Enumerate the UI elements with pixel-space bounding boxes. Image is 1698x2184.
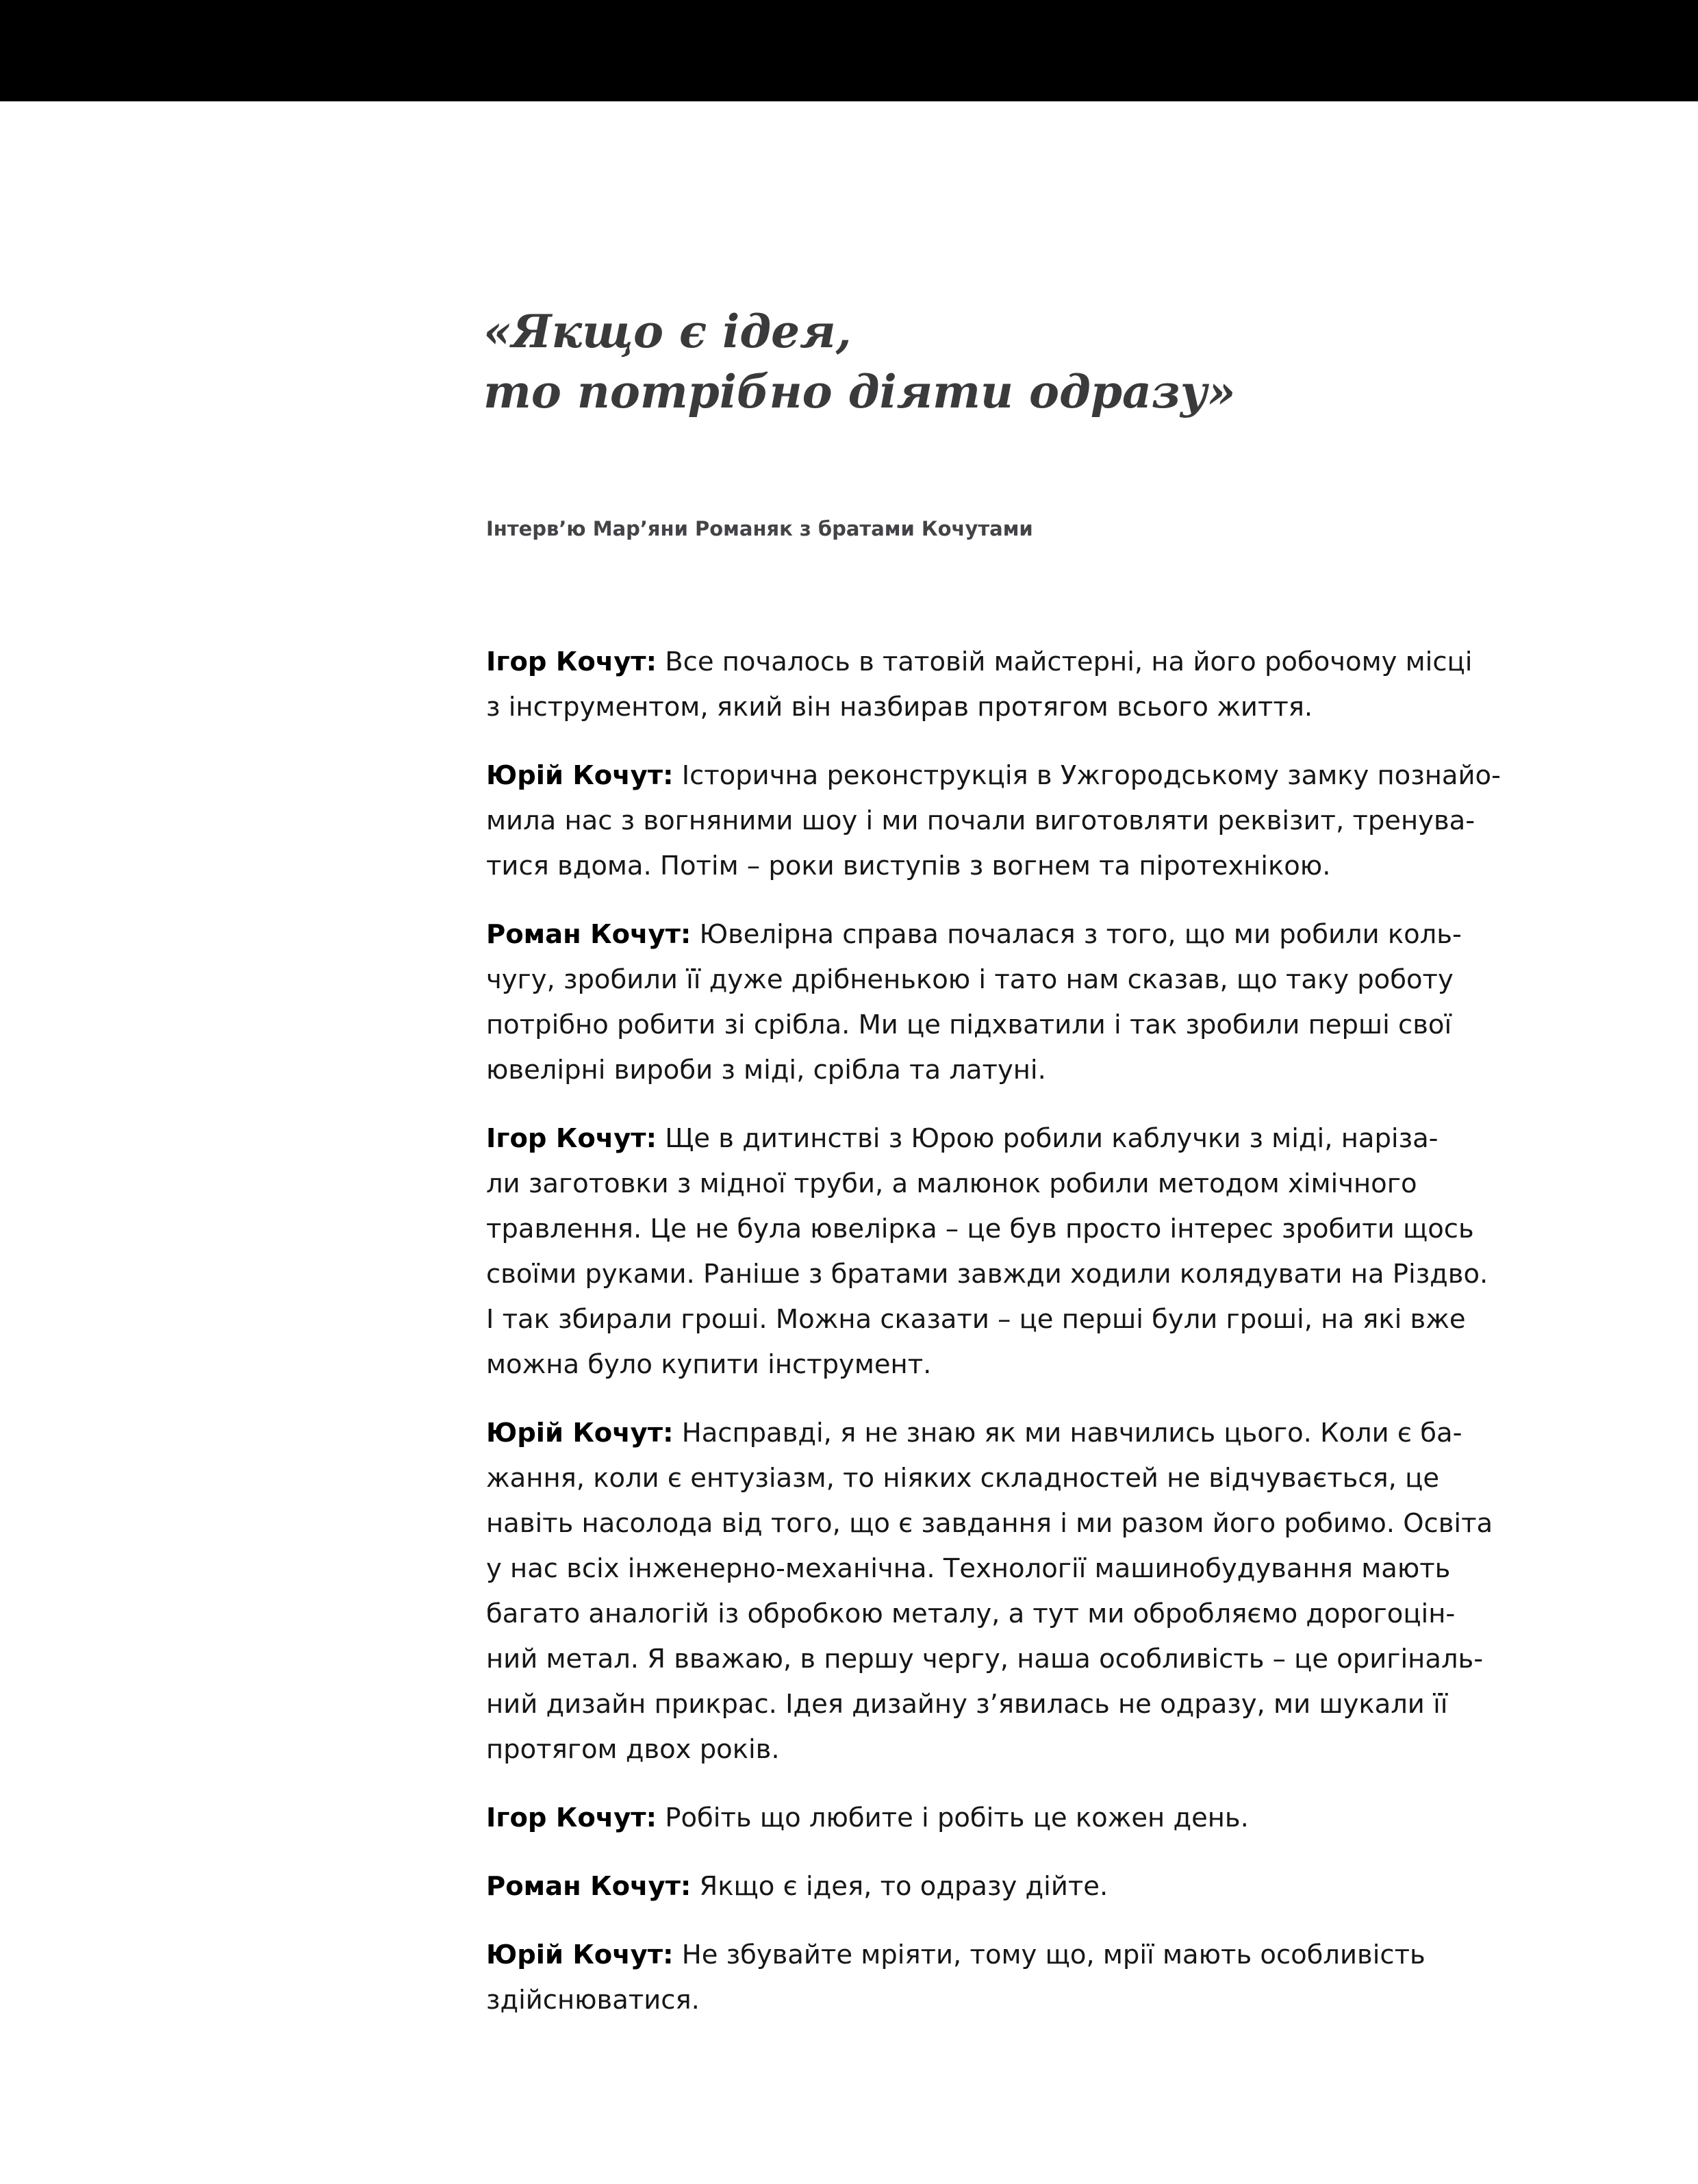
paragraph-line <box>486 1682 1493 1727</box>
paragraph-line <box>486 1116 1493 1162</box>
article-subtitle: Інтерв’ю Мар’яни Романяк з братами Кочутами <box>486 517 1033 540</box>
line-text: ювелірні вироби з міді, срібла та латуні. <box>486 1055 1046 1085</box>
paragraph-line <box>486 1933 1493 1978</box>
line-text: Ще в дитинстві з Юрою робили каблучки з міді, нарізa- <box>657 1123 1439 1154</box>
line-text: навіть насолода від того, що є завдання і ми разом його робимо. Освіта <box>486 1508 1493 1539</box>
line-text: ний метал. Я вважаю, в першу чергу, наша особливість – це оригіналь- <box>486 1644 1484 1674</box>
line-text: можна було купити інструмент. <box>486 1349 932 1380</box>
interview-paragraph <box>486 640 1493 730</box>
paragraph-line <box>486 1411 1493 1456</box>
interview-paragraph <box>486 1864 1493 1909</box>
interview-paragraph <box>486 1933 1493 2023</box>
line-text: чугу, зробили її дуже дрібненькою і тато нам сказав, що таку роботу <box>486 964 1454 995</box>
line-text: ний дизайн прикрас. Ідея дизайну з’явилась не одразу, ми шукали її <box>486 1689 1448 1720</box>
line-text: ли заготовки з мідної труби, а малюнок робили методом хімічного <box>486 1168 1417 1199</box>
speaker-name: Роман Кочут: <box>486 919 692 950</box>
speaker-name: Роман Кочут: <box>486 1871 692 1902</box>
line-text: багато аналогій із обробкою металу, а тут ми обробляємо дорогоцін- <box>486 1598 1456 1629</box>
paragraph-line <box>486 1048 1493 1093</box>
line-text: Насправді, я не знаю як ми навчились цього. Коли є ба- <box>673 1418 1462 1448</box>
interview-paragraph <box>486 1411 1493 1772</box>
paragraph-line <box>486 685 1493 730</box>
paragraph-line <box>486 1546 1493 1592</box>
article-title-line-1: «Якщо є ідея, <box>483 305 852 358</box>
line-text: мила нас з вогняними шоу і ми почали виготовляти реквізит, тренува- <box>486 805 1475 836</box>
speaker-name: Юрій Кочут: <box>486 760 674 791</box>
paragraph-line <box>486 1978 1493 2023</box>
line-text: Не збувайте мріяти, тому що, мрії мають особливість <box>673 1940 1425 1970</box>
line-text: Якщо є ідея, то одразу дійте. <box>691 1871 1108 1902</box>
line-text: Ювелірна справа почалася з того, що ми робили коль- <box>691 919 1462 950</box>
speaker-name: Ігор Кочут: <box>486 1123 657 1154</box>
line-text: у нас всіх інженерно-механічна. Технології машинобудування мають <box>486 1553 1451 1584</box>
paragraph-line <box>486 957 1493 1003</box>
paragraph-line <box>486 1864 1493 1909</box>
paragraph-line <box>486 1456 1493 1501</box>
paragraph-line <box>486 1592 1493 1637</box>
speaker-name: Ігор Кочут: <box>486 1803 657 1833</box>
interview-body <box>486 640 1501 2046</box>
paragraph-line <box>486 1252 1493 1297</box>
interview-paragraph <box>486 753 1501 889</box>
paragraph-line <box>486 640 1493 685</box>
line-text: своїми руками. Раніше з братами завжди ходили колядувати на Різдво. <box>486 1259 1488 1290</box>
line-text: протягом двох років. <box>486 1734 780 1765</box>
speaker-name: Юрій Кочут: <box>486 1418 674 1448</box>
speaker-name: Юрій Кочут: <box>486 1940 674 1970</box>
interview-paragraph <box>486 912 1493 1093</box>
line-text: з інструментом, який він назбирав протягом всього життя. <box>486 692 1313 723</box>
paragraph-line <box>486 1796 1493 1841</box>
line-text: Робіть що любите і робіть це кожен день. <box>657 1803 1249 1833</box>
line-text: Історична реконструкція в Ужгородському замку познайо- <box>673 760 1501 791</box>
line-text: тися вдома. Потім – роки виступів з вогнем та піротехнікою. <box>486 851 1331 881</box>
line-text: здійснюватися. <box>486 1985 700 2016</box>
article-title-line-2: то потрібно діяти одразу» <box>483 365 1236 418</box>
paragraph-line <box>486 1003 1493 1048</box>
paragraph-line <box>486 1342 1493 1388</box>
line-text: Все почалось в татовій майстерні, на його робочому місці <box>657 647 1473 677</box>
paragraph-line <box>486 799 1493 844</box>
line-text: потрібно робити зі срібла. Ми це підхватили і так зробили перші свої <box>486 1009 1452 1040</box>
paragraph-line <box>486 1501 1493 1546</box>
line-text: травлення. Це не була ювелірка – це був просто інтерес зробити щось <box>486 1214 1474 1244</box>
top-black-band <box>0 0 1698 101</box>
paragraph-line <box>486 1207 1493 1252</box>
paragraph-line <box>486 844 1493 889</box>
article-title <box>483 301 1579 422</box>
paragraph-line <box>486 1297 1493 1342</box>
paragraph-line <box>486 753 1501 799</box>
paragraph-line <box>486 1162 1493 1207</box>
interview-paragraph <box>486 1116 1493 1388</box>
paragraph-line <box>486 1727 1493 1772</box>
paragraph-line <box>486 912 1493 957</box>
line-text: жання, коли є ентузіазм, то ніяких складностей не відчувається, це <box>486 1463 1440 1494</box>
speaker-name: Ігор Кочут: <box>486 647 657 677</box>
line-text: І так збирали гроші. Можна сказати – це перші були гроші, на які вже <box>486 1304 1466 1335</box>
interview-paragraph <box>486 1796 1493 1841</box>
paragraph-line <box>486 1637 1493 1682</box>
